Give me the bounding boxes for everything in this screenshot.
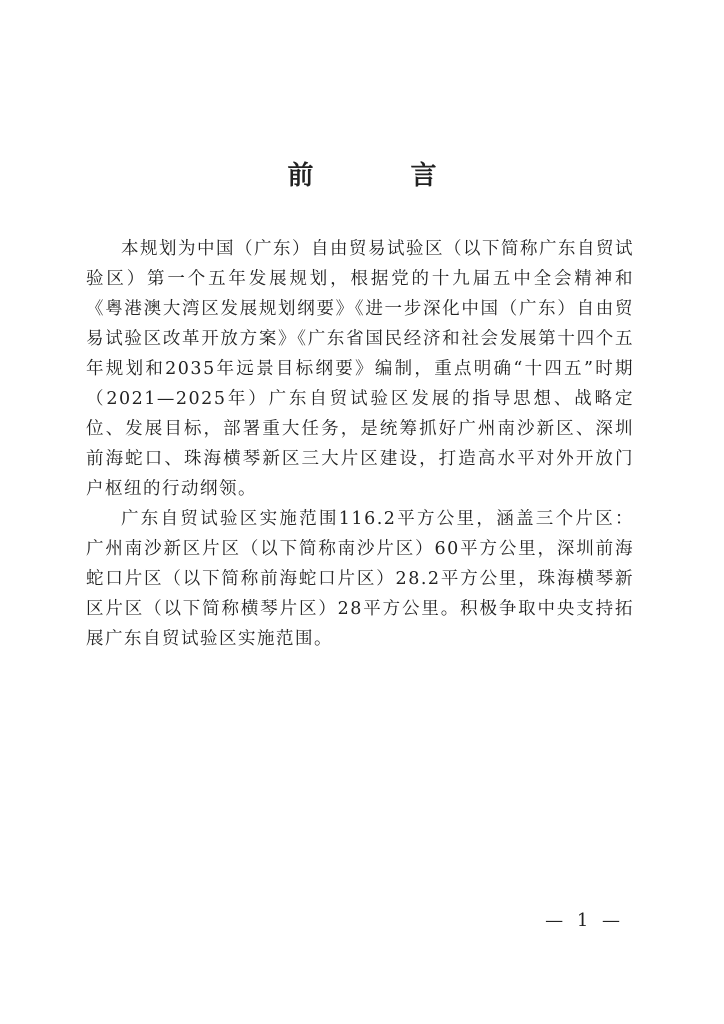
paragraph-scope: 广东自贸试验区实施范围116.2平方公里，涵盖三个片区：广州南沙新区片区（以下简称南沙片区）60平方公里，深圳前海蛇口片区（以下简称前海蛇口片区）28.2平方公里，珠海横琴新区片区（以下简称横琴片区）28平方公里。积极争取中央支持拓展广东自贸试验区实施范围。 xyxy=(86,509,634,649)
page-title: 前 言 xyxy=(287,161,481,191)
document-body xyxy=(86,234,634,654)
page-number: — 1 — xyxy=(545,910,624,931)
paragraph-intro: 本规划为中国（广东）自由贸易试验区（以下简称广东自贸试验区）第一个五年发展规划，根据党的十九届五中全会精神和《粤港澳大湾区发展规划纲要》《进一步深化中国（广东）自由贸易试验区改革开放方案》《广东省国民经济和社会发展第十四个五年规划和2035年远景目标纲要》编制，重点明确“十四五”时期（2021—2025年）广东自贸试验区发展的指导思想、战略定位、发展目标，部署重大任务，是统筹抓好广州南沙新区、深圳前海蛇口、珠海横琴新区三大片区建设，打造高水平对外开放门户枢纽的行动纲领。 xyxy=(86,239,634,499)
